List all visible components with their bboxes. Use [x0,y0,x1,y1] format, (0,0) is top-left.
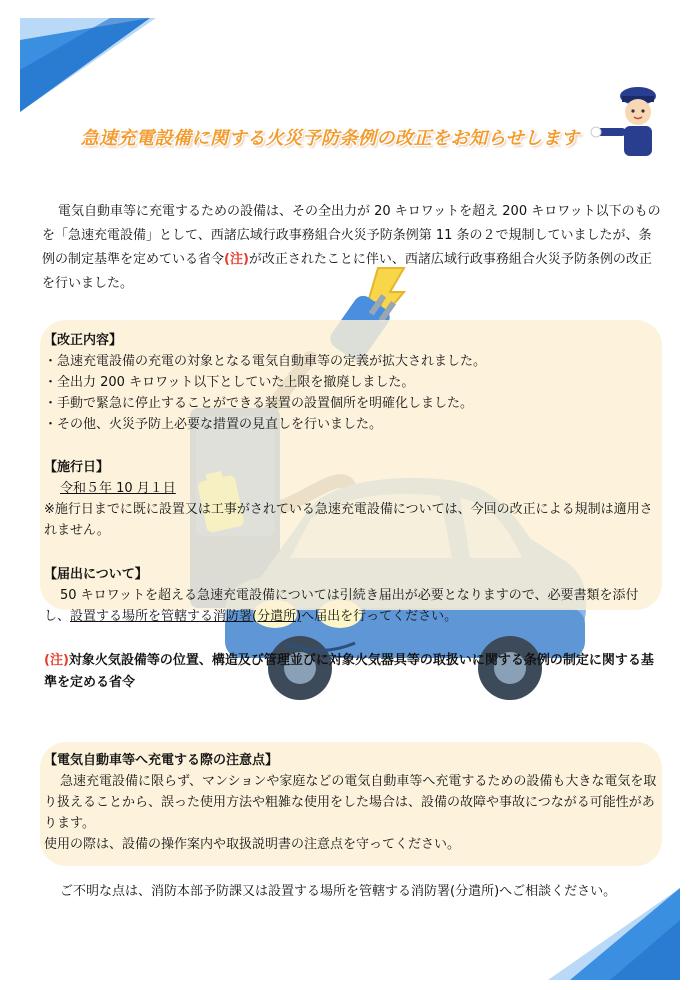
revision-heading: 【改正内容】 [44,333,123,348]
effective-note: ※施行日までに既に設置又は工事がされている急速充電設備については、今回の改正による規制は適用されません。 [44,502,653,538]
intro-text-2: が改正されたことに伴い、西諸広域行政事務組合火災予防条例の改正を行いました。 [42,252,652,291]
caution-text-2: 使用の際は、設備の操作案内や取扱説明書の注意点を守ってください。 [44,837,461,852]
caution-section [44,750,662,855]
notification-office: 設置する場所を管轄する消防署(分遣所) [70,609,302,624]
notification-section [44,564,662,627]
intro-note-marker: (注) [224,252,249,267]
notification-heading: 【届出について】 [44,567,148,582]
corner-triangle-top-left [0,0,160,120]
footnote [44,650,662,694]
effective-section [44,457,662,541]
notification-text-2: へ届出を行ってください。 [301,609,458,624]
intro-paragraph [42,200,662,296]
revision-section [44,330,662,435]
revision-item: ・手動で緊急に停止することができる装置の設置個所を明確化しました。 [44,396,474,411]
footnote-text: 対象火気設備等の位置、構造及び管理並びに対象火気器具等の取扱いに関する条例の制定に関する基準を定める省令 [44,653,654,690]
revision-item: ・急速充電設備の充電の対象となる電気自動車等の定義が拡大されました。 [44,354,487,369]
effective-heading: 【施行日】 [44,460,110,475]
footer-contact: ご不明な点は、消防本部予防課又は設置する場所を管轄する消防署(分遣所)へご相談ください。 [60,884,617,899]
caution-text: 急速充電設備に限らず、マンションや家庭などの電気自動車等へ充電するための設備も大きな電気を取り扱えることから、誤った使用方法や粗雑な使用をした場合は、設備の故障や事故につながる可能性があります。 [44,774,657,831]
effective-date: 令和５年 10 月１日 [60,481,176,496]
firefighter-mascot-icon [590,84,670,164]
footnote-marker: (注) [44,653,69,668]
page-title: 急速充電設備に関する火災予防条例の改正をお知らせします [80,128,580,149]
notification-text-1: 50 キロワットを超える急速充電設備については引続き届出が必要となりますので、必要書類を添付し、 [44,588,639,624]
revision-item: ・その他、火災予防上必要な措置の見直しを行いました。 [44,417,383,432]
caution-heading: 【電気自動車等へ充電する際の注意点】 [44,753,279,768]
intro-text-1: 電気自動車等に充電するための設備は、その全出力が 20 キロワットを超え 200 キロワット以下のものを「急速充電設備」として、西諸広域行政事務組合火災予防条例第 11 条の２で規制していましたが、条例の制定基準を定めている省令 [42,204,661,267]
revision-item: ・全出力 200 キロワット以下としていた上限を撤廃しました。 [44,375,415,390]
